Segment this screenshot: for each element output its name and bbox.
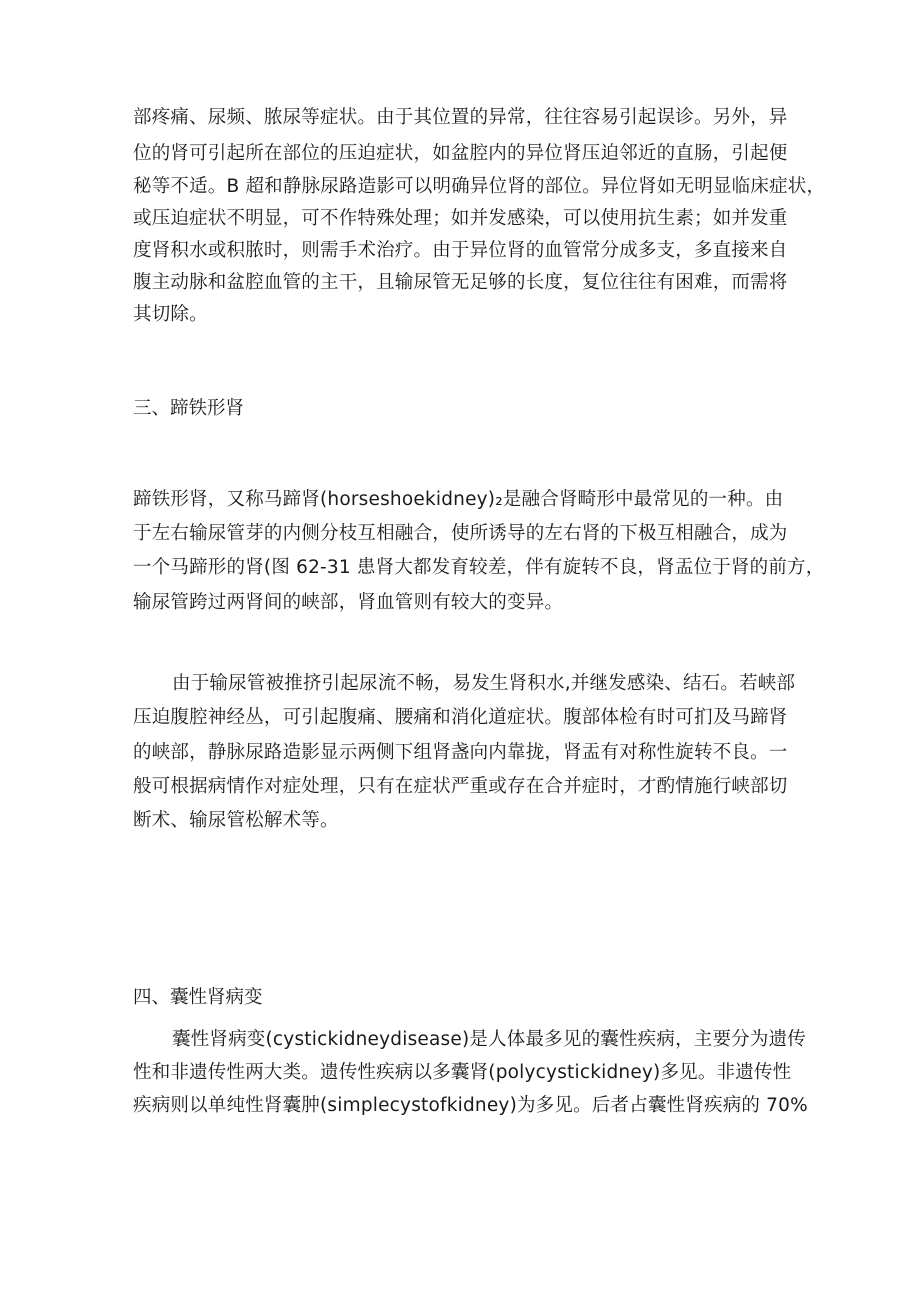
section-heading-cystic-kidney-disease: 四、囊性肾病变 [133, 987, 263, 1008]
text-line: 部疼痛、尿频、脓尿等症状。由于其位置的异常，往往容易引起误诊。另外，异 [133, 107, 788, 128]
text-line: 囊性肾病变(cystickidneydisease)是人体最多见的囊性疾病，主要分为遗传 [172, 1029, 806, 1050]
text-line: 或压迫症状不明显，可不作特殊处理；如并发感染，可以使用抗生素；如并发重 [133, 208, 788, 229]
text-line: 由于输尿管被推挤引起尿流不畅，易发生肾积水,并继发感染、结石。若峡部 [172, 673, 796, 694]
text-line: 性和非遗传性两大类。遗传性疾病以多囊肾(polycystickidney)多见。非遗传性 [133, 1062, 792, 1083]
text-line: 般可根据病情作对症处理，只有在症状严重或存在合并症时，才酌情施行峡部切 [133, 776, 788, 797]
text-line: 度肾积水或积脓时，则需手术治疗。由于异位肾的血管常分成多支，多直接来自 [133, 240, 788, 261]
text-line: 断术、输尿管松解术等。 [133, 810, 339, 831]
section-heading-horseshoe-kidney: 三、蹄铁形肾 [133, 398, 245, 419]
text-line: 压迫腹腔神经丛，可引起腹痛、腰痛和消化道症状。腹部体检有时可扪及马蹄肾 [133, 707, 788, 728]
text-line: 腹主动脉和盆腔血管的主干，且输尿管无足够的长度，复位往往有困难，而需将 [133, 272, 788, 293]
text-line: 于左右输尿管芽的内侧分枝互相融合，使所诱导的左右肾的下极互相融合，成为 [133, 523, 788, 544]
text-line: 疾病则以单纯性肾囊肿(simplecystofkidney)为多见。后者占囊性肾疾病的 70% [133, 1095, 808, 1116]
text-line: 其切除。 [133, 304, 208, 325]
text-line: 输尿管跨过两肾间的峡部，肾血管则有较大的变异。 [133, 592, 564, 613]
text-line: 蹄铁形肾，又称马蹄肾(horseshoekidney)₂是融合肾畸形中最常见的一种。由 [133, 489, 784, 510]
text-line: 的峡部，静脉尿路造影显示两侧下组肾盏向内靠拢，肾盂有对称性旋转不良。一 [133, 742, 788, 763]
text-line: 秘等不适。B 超和静脉尿路造影可以明确异位肾的部位。异位肾如无明显临床症状， [133, 176, 826, 197]
text-line: 一个马蹄形的肾(图 62-31 患肾大都发育较差，伴有旋转不良，肾盂位于肾的前方， [133, 557, 825, 578]
text-line: 位的肾可引起所在部位的压迫症状，如盆腔内的异位肾压迫邻近的直肠，引起便 [133, 143, 788, 164]
